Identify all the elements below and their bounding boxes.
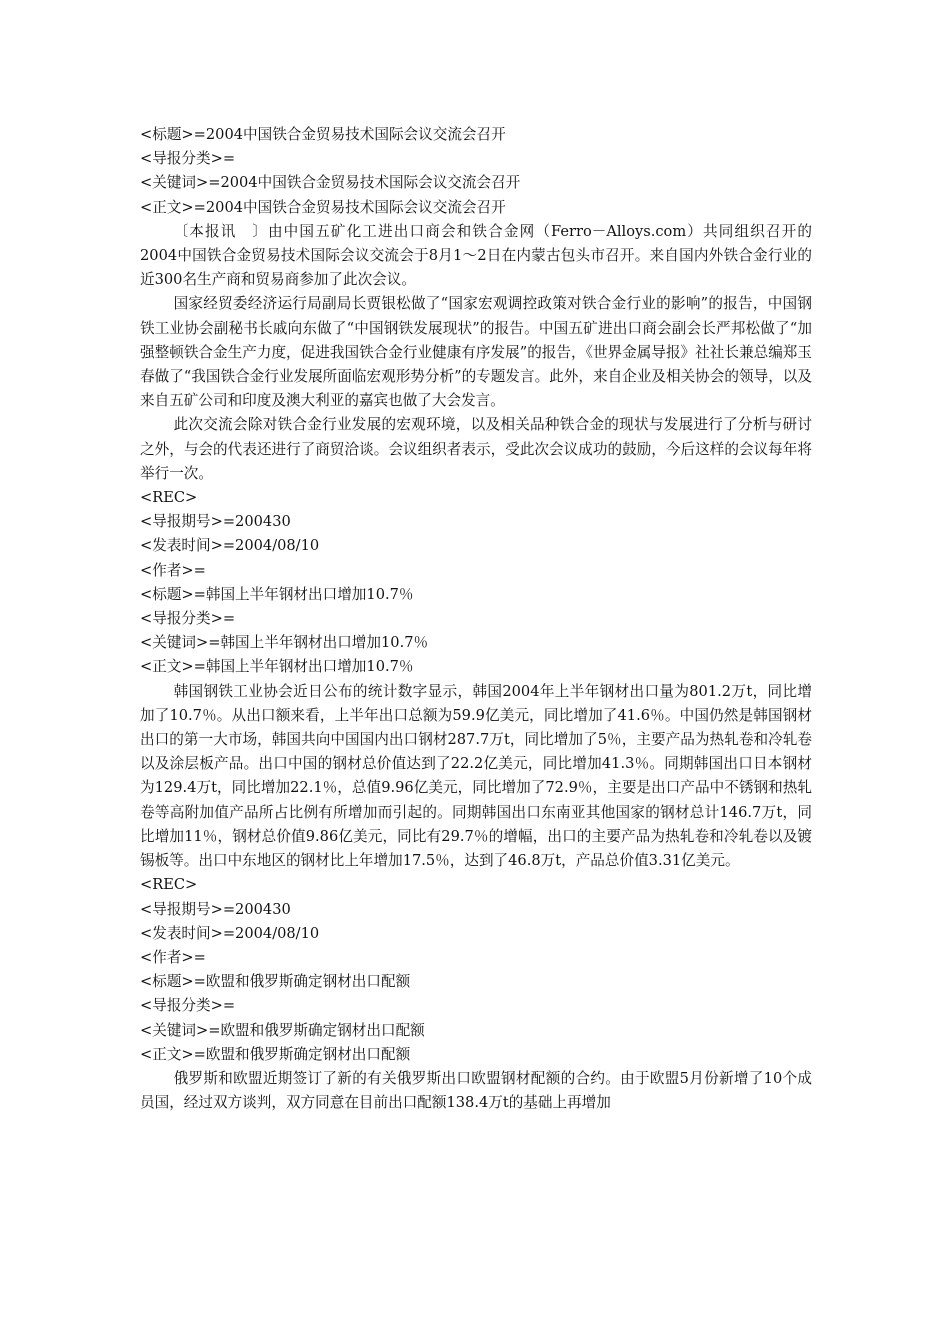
metadata-line: <关键词>=韩国上半年钢材出口增加10.7％ — [140, 634, 429, 652]
metadata-line: <正文>=韩国上半年钢材出口增加10.7％ — [140, 658, 414, 676]
metadata-line: <REC> — [140, 489, 198, 507]
metadata-line: <关键词>=欧盟和俄罗斯确定钢材出口配额 — [140, 1021, 425, 1039]
metadata-line: <导报分类>= — [140, 610, 236, 628]
metadata-line: <导报分类>= — [140, 150, 236, 168]
metadata-line: <导报期号>=200430 — [140, 513, 291, 531]
metadata-line: <标题>=韩国上半年钢材出口增加10.7％ — [140, 585, 414, 603]
metadata-line: <导报分类>= — [140, 997, 236, 1015]
body-paragraph: 此次交流会除对铁合金行业发展的宏观环境，以及相关品种铁合金的现状与发展进行了分析与研讨之外，与会的代表还进行了商贸洽谈。会议组织者表示，受此次会议成功的鼓励，今后这样的会议每年将举行一次。 — [140, 416, 812, 482]
metadata-line: <关键词>=2004中国铁合金贸易技术国际会议交流会召开 — [140, 174, 521, 192]
metadata-line: <正文>=欧盟和俄罗斯确定钢材出口配额 — [140, 1045, 411, 1063]
body-paragraph: 〔本报讯 〕由中国五矿化工进出口商会和铁合金网（Ferro－Alloys.com）共同组织召开的2004中国铁合金贸易技术国际会议交流会于8月1～2日在内蒙古包头市召开。来自国内外铁合金行业的近300名生产商和贸易商参加了此次会议。 — [140, 222, 812, 289]
metadata-line: <作者>= — [140, 561, 206, 579]
metadata-line: <作者>= — [140, 948, 206, 966]
metadata-line: <REC> — [140, 876, 198, 894]
metadata-line: <发表时间>=2004/08/10 — [140, 537, 320, 555]
metadata-line: <标题>=欧盟和俄罗斯确定钢材出口配额 — [140, 973, 411, 991]
metadata-line: <发表时间>=2004/08/10 — [140, 924, 320, 942]
body-paragraph: 国家经贸委经济运行局副局长贾银松做了“国家宏观调控政策对铁合金行业的影响”的报告，中国钢铁工业协会副秘书长戚向东做了“中国钢铁发展现状”的报告。中国五矿进出口商会副会长严邦松做了“加强整顿铁合金生产力度，促进我国铁合金行业健康有序发展”的报告，《世界金属导报》社社长兼总编郑玉春做了“我国铁合金行业发展所面临宏观形势分析”的专题发言。此外，来自企业及相关协会的领导，以及来自五矿公司和印度及澳大利亚的嘉宾也做了大会发言。 — [140, 295, 812, 410]
body-paragraph: 俄罗斯和欧盟近期签订了新的有关俄罗斯出口欧盟钢材配额的合约。由于欧盟5月份新增了10个成员国，经过双方谈判，双方同意在目前出口配额138.4万t的基础上再增加 — [140, 1069, 812, 1112]
metadata-line: <导报期号>=200430 — [140, 900, 291, 918]
metadata-line: <正文>=2004中国铁合金贸易技术国际会议交流会召开 — [140, 198, 506, 216]
body-paragraph: 韩国钢铁工业协会近日公布的统计数字显示，韩国2004年上半年钢材出口量为801.2万t，同比增加了10.7％。从出口额来看，上半年出口总额为59.9亿美元，同比增加了41.6％。中国仍然是韩国钢材出口的第一大市场，韩国共向中国国内出口钢材287.7万t，同比增加了5％，主要产品为热轧卷和冷轧卷以及涂层板产品。出口中国的钢材总价值达到了22.2亿美元，同比增加41.3％。同期韩国出口日本钢材为129.4万t，同比增加22.1％，总值9.96亿美元，同比增加了72.9％，主要是出口产品中不锈钢和热轧卷等高附加值产品所占比例有所增加而引起的。同期韩国出口东南亚其他国家的钢材总计146.7万t，同比增加11％，钢材总价值9.86亿美元，同比有29.7％的增幅，出口的主要产品为热轧卷和冷轧卷以及镀锡板等。出口中东地区的钢材比上年增加17.5％，达到了46.8万t，产品总价值3.31亿美元。 — [140, 682, 812, 870]
document-body — [140, 123, 812, 1115]
metadata-line: <标题>=2004中国铁合金贸易技术国际会议交流会召开 — [140, 126, 506, 143]
